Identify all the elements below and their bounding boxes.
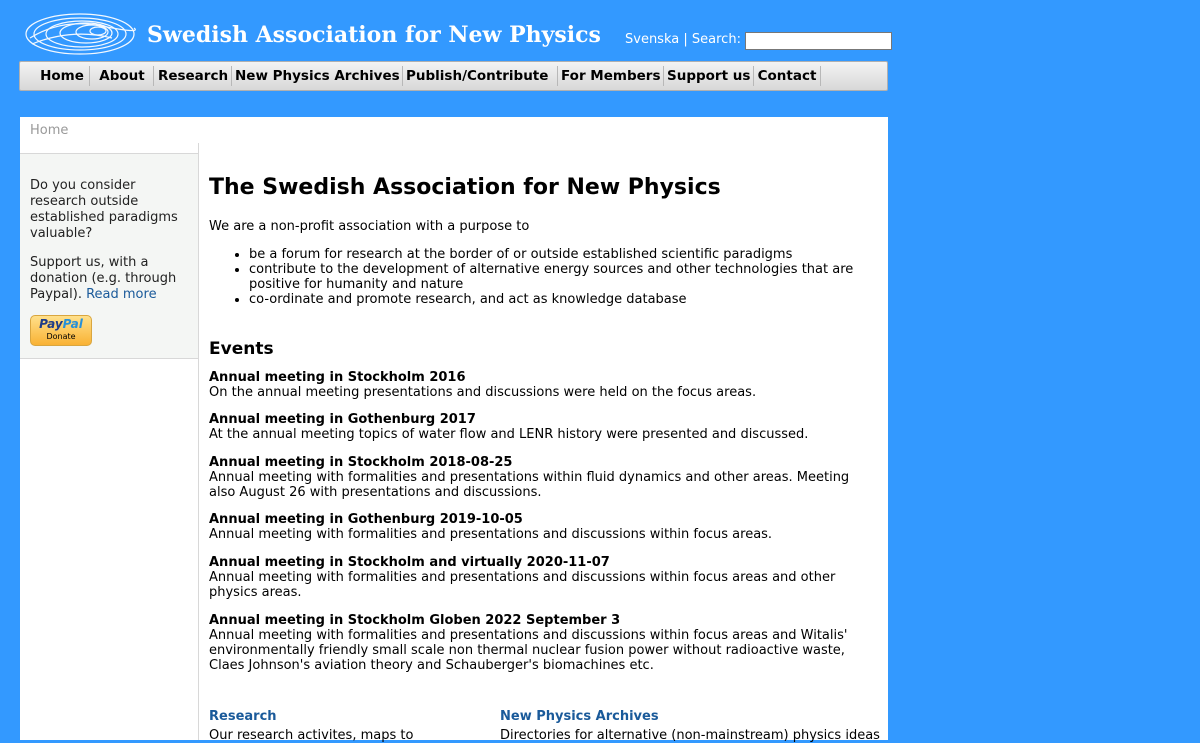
event-item [209,412,879,442]
events-heading: Events [209,339,274,359]
intro-text: We are a non-profit association with a purpose to [209,219,530,234]
event-item [209,370,879,400]
event-item [209,555,879,600]
nav-home[interactable]: Home [40,68,84,84]
sidebar-divider [198,143,199,740]
nav-separator [402,66,403,86]
page-title: The Swedish Association for New Physics [209,175,721,200]
nav-contact[interactable]: Contact [757,68,817,84]
logo-icon[interactable] [22,8,138,58]
event-title: Annual meeting in Stockholm Globen 2022 September 3 [209,613,621,628]
content-container [20,117,888,743]
event-title: Annual meeting in Stockholm and virtually 2020-11-07 [209,555,610,570]
research-heading[interactable]: Research [209,709,277,724]
language-link[interactable]: Svenska [625,32,680,47]
event-item [209,613,879,673]
nav-new-physics-archives[interactable]: New Physics Archives [235,68,400,84]
paypal-logo-pal: Pal [62,317,83,331]
nav-separator [820,66,821,86]
header [0,0,1200,60]
event-description: On the annual meeting presentations and discussions were held on the focus areas. [209,385,757,400]
paypal-logo [31,318,91,331]
nav-publish-contribute[interactable]: Publish/Contribute [406,68,549,84]
paypal-donate-label: Donate [46,332,76,341]
nav-research[interactable]: Research [157,68,229,84]
nav-for-members[interactable]: For Members [561,68,661,84]
nav-separator [153,66,154,86]
sidebar-question: Do you consider research outside established paradigms valuable? [30,178,178,241]
breadcrumb[interactable]: Home [30,123,69,138]
search-input[interactable] [745,32,892,50]
purpose-item: • contribute to the development of alternative energy sources and other technologies that are positive for humanity and nature [249,262,879,292]
sidebar-support [30,255,190,303]
research-text: Our research activites, maps to [209,728,414,743]
paypal-donate-button[interactable] [30,315,92,346]
top-links [625,32,741,47]
event-title: Annual meeting in Gothenburg 2017 [209,412,476,427]
paypal-logo-pay: Pay [39,317,63,331]
event-description: At the annual meeting topics of water flow and LENR history were presented and discussed. [209,427,809,442]
event-description: Annual meeting with formalities and presentations within fluid dynamics and other areas. Meeting also August 26 with presentations and discussions. [209,470,850,500]
purpose-item: • co-ordinate and promote research, and act as knowledge database [249,292,879,307]
nav-separator [231,66,232,86]
read-more-link[interactable]: Read more [86,287,157,302]
archives-heading[interactable]: New Physics Archives [500,709,659,724]
top-links-separator: | [683,32,688,47]
sidebar-support-text: Support us, with a donation (e.g. through Paypal). [30,255,177,302]
event-item [209,512,879,542]
event-title: Annual meeting in Stockholm 2018-08-25 [209,455,513,470]
sidebar-donation-text [30,178,190,316]
purpose-item: • be a forum for research at the border of or outside established scientific paradigms [249,247,879,262]
search-label: Search: [691,32,741,47]
event-description: Annual meeting with formalities and presentations and discussions within focus areas and Witalis' environmentally friendly small scale non thermal nuclear fusion power without radioactive waste, Claes Johnson's aviation theory and Schauberger's biomachines etc. [209,628,848,673]
event-item [209,455,879,500]
event-title: Annual meeting in Gothenburg 2019-10-05 [209,512,523,527]
event-description: Annual meeting with formalities and presentations and discussions within focus areas. [209,527,773,542]
nav-separator [557,66,558,86]
purposes-list [209,247,879,307]
nav-separator [753,66,754,86]
sidebar [20,153,198,359]
nav-support-us[interactable]: Support us [667,68,751,84]
nav-separator [89,66,90,86]
main-navigation [19,61,888,91]
site-title[interactable]: Swedish Association for New Physics [147,22,601,48]
archives-text: Directories for alternative (non-mainstream) physics ideas [500,728,880,743]
event-title: Annual meeting in Stockholm 2016 [209,370,466,385]
nav-about[interactable]: About [99,68,145,84]
event-description: Annual meeting with formalities and presentations and discussions within focus areas and other physics areas. [209,570,836,600]
nav-separator [663,66,664,86]
